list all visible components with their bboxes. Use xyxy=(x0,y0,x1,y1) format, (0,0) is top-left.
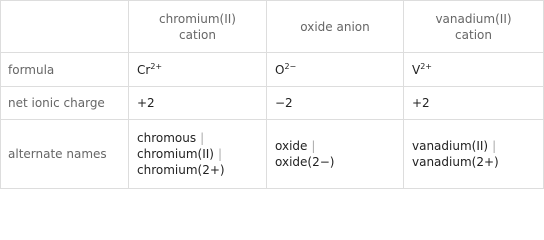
alt-names-chromium-line2 xyxy=(137,146,266,162)
formula-vanadium xyxy=(404,53,544,87)
column-header-vanadium xyxy=(404,1,544,53)
alt-names-vanadium-line1 xyxy=(412,138,543,154)
charge-chromium: +2 xyxy=(129,87,267,120)
alt-name-oxide-2minus: oxide(2−) xyxy=(275,155,335,169)
alt-names-oxide xyxy=(267,120,404,189)
alt-name-chromium-2plus: chromium(2+) xyxy=(137,163,225,177)
alt-name-chromium-ii: chromium(II) xyxy=(137,147,214,161)
column-header-chromium xyxy=(129,1,267,53)
table-row-alternate-names xyxy=(1,120,544,189)
row-label-formula: formula xyxy=(1,53,129,87)
column-header-chromium-line2: cation xyxy=(179,27,216,42)
row-label-alternate-names: alternate names xyxy=(1,120,129,189)
header-empty-cell xyxy=(1,1,129,53)
alt-name-vanadium-ii: vanadium(II) xyxy=(412,139,489,153)
formula-chromium xyxy=(129,53,267,87)
table-row-charge xyxy=(1,87,544,120)
formula-vanadium-charge: 2+ xyxy=(420,61,433,71)
alt-names-chromium-line1 xyxy=(137,130,266,146)
separator: | xyxy=(200,131,205,145)
alt-names-chromium xyxy=(129,120,267,189)
column-header-oxide xyxy=(267,1,404,53)
charge-vanadium: +2 xyxy=(404,87,544,120)
column-header-vanadium-line2: cation xyxy=(455,27,492,42)
formula-oxide-base: O xyxy=(275,62,285,77)
separator: | xyxy=(217,147,223,161)
charge-oxide: −2 xyxy=(267,87,404,120)
alt-names-oxide-line1 xyxy=(275,138,403,154)
table-header-row xyxy=(1,1,544,53)
row-label-charge: net ionic charge xyxy=(1,87,129,120)
separator: | xyxy=(492,139,497,153)
alt-name-chromous: chromous xyxy=(137,131,197,145)
formula-oxide-charge: 2− xyxy=(284,61,297,71)
column-header-vanadium-line1: vanadium(II) xyxy=(435,11,512,26)
formula-chromium-base: Cr xyxy=(137,62,151,77)
formula-oxide xyxy=(267,53,404,87)
column-header-oxide-line1: oxide anion xyxy=(300,19,370,34)
table-row-formula xyxy=(1,53,544,87)
alt-name-oxide: oxide xyxy=(275,139,308,153)
formula-vanadium-base: V xyxy=(412,62,421,77)
alt-name-vanadium-2plus: vanadium(2+) xyxy=(412,155,499,169)
column-header-chromium-line1: chromium(II) xyxy=(159,11,236,26)
formula-chromium-charge: 2+ xyxy=(150,61,163,71)
separator: | xyxy=(311,139,316,153)
alt-names-vanadium xyxy=(404,120,544,189)
